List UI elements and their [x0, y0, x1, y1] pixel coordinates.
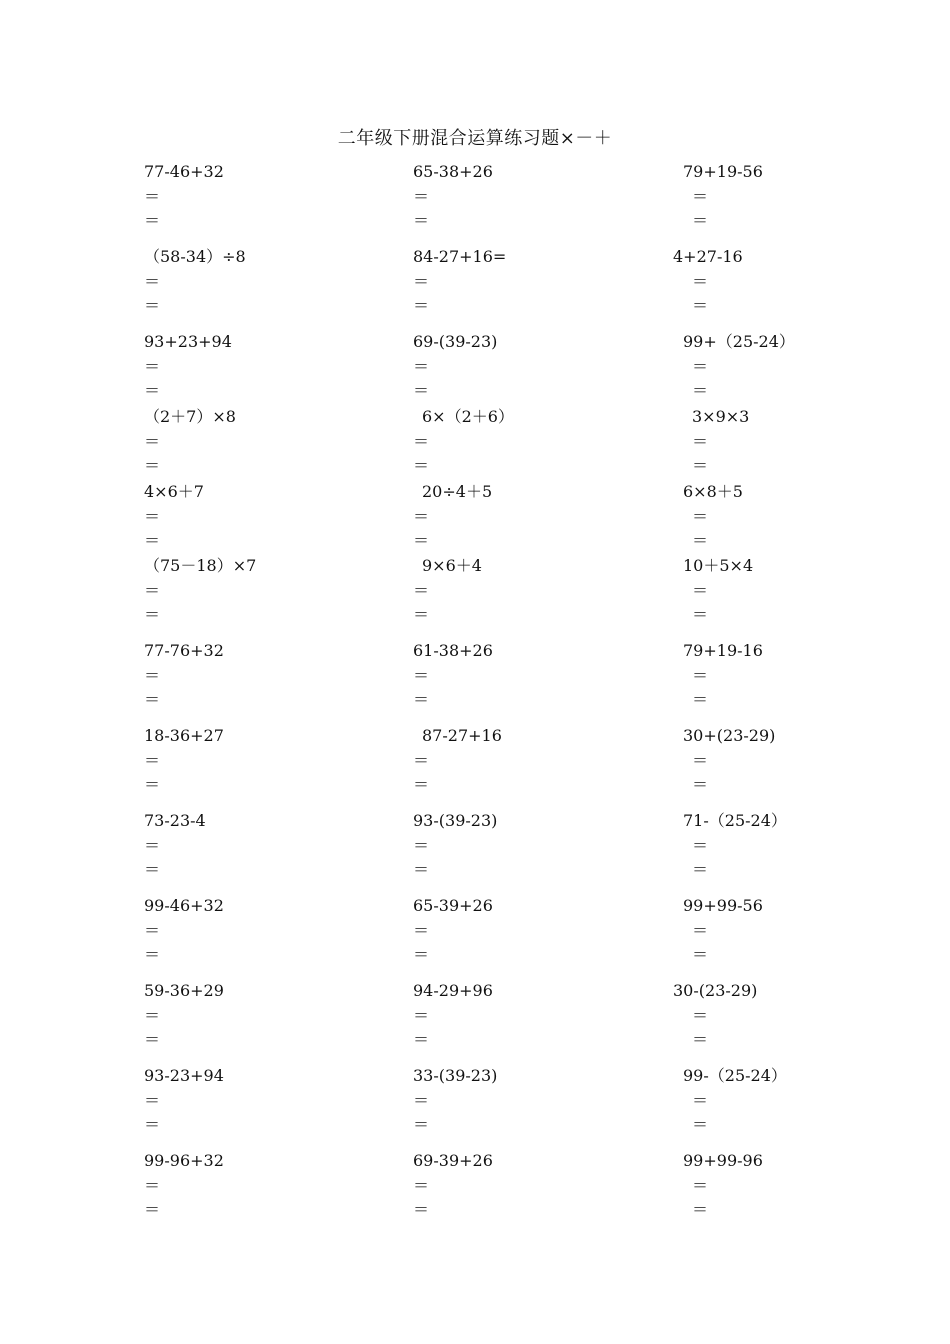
answer-line: ＝ — [413, 920, 430, 940]
problem-expression: 6×8＋5 — [683, 482, 743, 501]
answer-line: ＝ — [692, 381, 709, 400]
problem-expression: （2＋7）×8 — [144, 407, 236, 426]
answer-line: ＝ — [692, 531, 709, 550]
answer-line: ＝ — [144, 296, 161, 315]
answer-line: ＝ — [144, 860, 161, 879]
answer-line: ＝ — [144, 431, 161, 451]
problem-item — [144, 245, 246, 319]
page-title: 二年级下册混合运算练习题×－＋ — [337, 128, 613, 149]
answer-line: ＝ — [413, 456, 430, 475]
problem-item — [144, 724, 224, 798]
answer-line: ＝ — [413, 580, 430, 600]
answer-line: ＝ — [692, 271, 709, 291]
answer-line: ＝ — [413, 1115, 430, 1134]
problem-item — [144, 979, 224, 1053]
problem-item — [413, 405, 514, 479]
answer-line: ＝ — [692, 1115, 709, 1134]
answer-line: ＝ — [413, 750, 430, 770]
answer-line: ＝ — [692, 860, 709, 879]
problem-expression: 30-(23-29) — [673, 981, 758, 1000]
problem-item — [683, 724, 775, 798]
problem-item — [683, 1064, 787, 1138]
problem-item — [683, 554, 753, 628]
answer-line: ＝ — [692, 775, 709, 794]
problem-item — [144, 160, 224, 234]
problem-item — [413, 639, 493, 713]
problem-item — [144, 554, 256, 628]
problem-item — [413, 554, 482, 628]
answer-line: ＝ — [144, 1175, 161, 1195]
problem-expression: 30+(23-29) — [683, 726, 776, 745]
problem-expression: 79+19-56 — [683, 162, 763, 181]
problem-expression: 18-36+27 — [144, 726, 224, 745]
answer-line: ＝ — [144, 1200, 161, 1219]
problem-expression: 61-38+26 — [413, 641, 493, 660]
answer-line: ＝ — [144, 665, 161, 685]
answer-line: ＝ — [144, 1005, 161, 1025]
answer-line: ＝ — [413, 381, 430, 400]
problem-item — [683, 809, 787, 883]
answer-line: ＝ — [413, 775, 430, 794]
answer-line: ＝ — [692, 580, 709, 600]
problem-expression: 93-(39-23) — [413, 811, 498, 830]
answer-line: ＝ — [692, 945, 709, 964]
answer-line: ＝ — [692, 456, 709, 475]
problem-expression: 4×6＋7 — [144, 482, 204, 501]
answer-line: ＝ — [144, 690, 161, 709]
answer-line: ＝ — [692, 665, 709, 685]
answer-line: ＝ — [692, 605, 709, 624]
problem-item — [683, 639, 763, 713]
problem-expression: 65-39+26 — [413, 896, 493, 915]
answer-line: ＝ — [144, 1030, 161, 1049]
problem-expression: 99+（25-24） — [683, 332, 795, 351]
problem-expression: 4+27-16 — [673, 247, 743, 266]
problem-expression: 79+19-16 — [683, 641, 763, 660]
answer-line: ＝ — [144, 750, 161, 770]
answer-line: ＝ — [144, 775, 161, 794]
problem-expression: 69-39+26 — [413, 1151, 493, 1170]
answer-line: ＝ — [413, 1175, 430, 1195]
problem-expression: 84-27+16= — [413, 247, 507, 266]
problem-item — [683, 894, 763, 968]
problem-expression: 3×9×3 — [692, 407, 750, 426]
answer-line: ＝ — [413, 506, 430, 526]
problem-item — [144, 1149, 224, 1223]
problem-item — [413, 894, 493, 968]
problem-item — [683, 330, 795, 404]
problem-expression: （75－18）×7 — [144, 556, 257, 575]
answer-line: ＝ — [144, 531, 161, 550]
problem-item — [683, 480, 743, 554]
problem-item — [413, 245, 506, 319]
answer-line: ＝ — [144, 381, 161, 400]
answer-line: ＝ — [413, 211, 430, 230]
answer-line: ＝ — [144, 506, 161, 526]
problem-item — [144, 809, 206, 883]
answer-line: ＝ — [144, 1090, 161, 1110]
answer-line: ＝ — [413, 1090, 430, 1110]
problem-item — [413, 160, 493, 234]
problem-expression: 59-36+29 — [144, 981, 224, 1000]
problem-item — [683, 160, 763, 234]
answer-line: ＝ — [413, 1030, 430, 1049]
answer-line: ＝ — [144, 945, 161, 964]
answer-line: ＝ — [144, 186, 161, 206]
problem-expression: 9×6＋4 — [422, 556, 482, 575]
answer-line: ＝ — [692, 356, 709, 376]
problem-item — [413, 809, 497, 883]
answer-line: ＝ — [413, 945, 430, 964]
problem-expression: 99+99-56 — [683, 896, 763, 915]
answer-line: ＝ — [144, 605, 161, 624]
problem-expression: 99+99-96 — [683, 1151, 763, 1170]
answer-line: ＝ — [413, 665, 430, 685]
problem-item — [144, 1064, 224, 1138]
problem-expression: 69-(39-23) — [413, 332, 498, 351]
problem-expression: 94-29+96 — [413, 981, 493, 1000]
problem-expression: 87-27+16 — [422, 726, 502, 745]
answer-line: ＝ — [144, 271, 161, 291]
problem-item — [673, 979, 758, 1053]
problem-item — [413, 1149, 493, 1223]
answer-line: ＝ — [144, 456, 161, 475]
answer-line: ＝ — [413, 860, 430, 879]
problem-item — [413, 724, 502, 798]
problem-expression: （58-34）÷8 — [144, 247, 246, 266]
problem-expression: 65-38+26 — [413, 162, 493, 181]
answer-line: ＝ — [692, 1005, 709, 1025]
answer-line: ＝ — [144, 580, 161, 600]
problem-expression: 93+23+94 — [144, 332, 232, 351]
answer-line: ＝ — [144, 356, 161, 376]
problem-item — [683, 405, 749, 479]
problem-expression: 77-76+32 — [144, 641, 224, 660]
answer-line: ＝ — [692, 690, 709, 709]
answer-line: ＝ — [413, 186, 430, 206]
answer-line: ＝ — [692, 186, 709, 206]
answer-line: ＝ — [692, 750, 709, 770]
answer-line: ＝ — [692, 1175, 709, 1195]
problem-item — [413, 1064, 497, 1138]
answer-line: ＝ — [413, 835, 430, 855]
answer-line: ＝ — [413, 605, 430, 624]
answer-line: ＝ — [413, 431, 430, 451]
problem-expression: 93-23+94 — [144, 1066, 224, 1085]
problem-expression: 71-（25-24） — [683, 811, 787, 830]
answer-line: ＝ — [144, 211, 161, 230]
answer-line: ＝ — [413, 1200, 430, 1219]
problem-item — [413, 330, 497, 404]
answer-line: ＝ — [692, 211, 709, 230]
problem-item — [144, 405, 236, 479]
answer-line: ＝ — [413, 690, 430, 709]
answer-line: ＝ — [144, 920, 161, 940]
problem-expression: 99-46+32 — [144, 896, 224, 915]
problem-expression: 10＋5×4 — [683, 556, 754, 575]
answer-line: ＝ — [413, 296, 430, 315]
problem-item — [673, 245, 743, 319]
answer-line: ＝ — [692, 506, 709, 526]
answer-line: ＝ — [692, 920, 709, 940]
problem-item — [144, 894, 224, 968]
answer-line: ＝ — [144, 835, 161, 855]
problem-expression: 73-23-4 — [144, 811, 206, 830]
problem-expression: 99-（25-24） — [683, 1066, 787, 1085]
problem-item — [683, 1149, 763, 1223]
problem-expression: 33-(39-23) — [413, 1066, 498, 1085]
answer-line: ＝ — [692, 296, 709, 315]
problem-item — [413, 979, 493, 1053]
answer-line: ＝ — [692, 1090, 709, 1110]
problem-expression: 99-96+32 — [144, 1151, 224, 1170]
problem-item — [144, 639, 224, 713]
answer-line: ＝ — [413, 271, 430, 291]
answer-line: ＝ — [692, 1200, 709, 1219]
answer-line: ＝ — [413, 356, 430, 376]
problem-expression: 20÷4＋5 — [422, 482, 493, 501]
problem-item — [413, 480, 492, 554]
answer-line: ＝ — [692, 431, 709, 451]
problem-expression: 77-46+32 — [144, 162, 224, 181]
answer-line: ＝ — [413, 1005, 430, 1025]
problem-item — [144, 480, 204, 554]
problem-expression: 6×（2＋6） — [422, 407, 514, 426]
answer-line: ＝ — [413, 531, 430, 550]
answer-line: ＝ — [692, 835, 709, 855]
answer-line: ＝ — [692, 1030, 709, 1049]
problem-item — [144, 330, 232, 404]
answer-line: ＝ — [144, 1115, 161, 1134]
